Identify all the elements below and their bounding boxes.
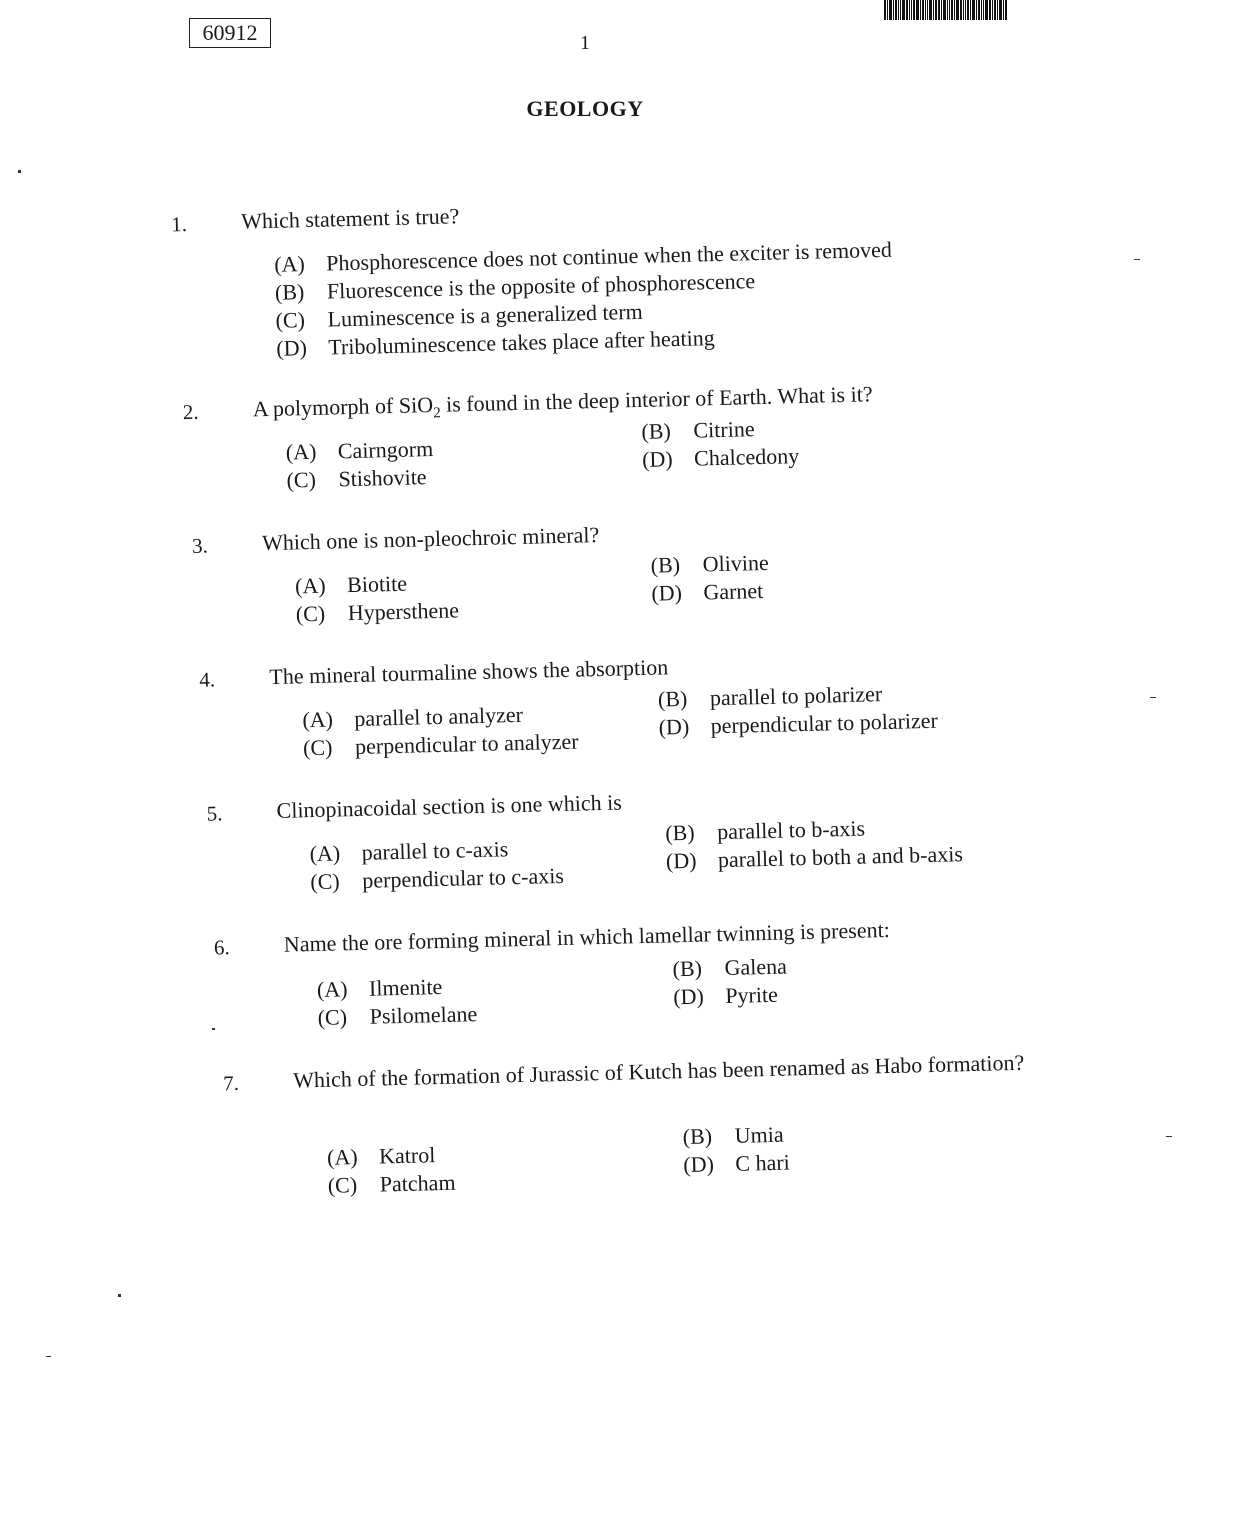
question-number: 7. xyxy=(222,1070,240,1096)
option-letter: (B) xyxy=(682,1123,713,1150)
option-a xyxy=(295,571,407,600)
option-text: C hari xyxy=(735,1149,791,1176)
question-number: 2. xyxy=(182,399,199,425)
option-text: Triboluminescence takes place after heating xyxy=(327,325,715,360)
option-letter: (B) xyxy=(274,279,305,305)
option-b xyxy=(641,416,755,445)
question-text-part: A polymorph of SiO xyxy=(252,391,434,422)
option-text: Biotite xyxy=(346,570,408,598)
question-number: 3. xyxy=(191,533,209,558)
option-b xyxy=(682,1122,783,1150)
question-text: Which statement is true? xyxy=(240,203,460,234)
option-c xyxy=(317,1001,477,1031)
question-number: 5. xyxy=(206,801,223,826)
option-letter: (C) xyxy=(286,466,317,493)
option-letter: (D) xyxy=(672,983,705,1010)
option-text: parallel to c-axis xyxy=(361,836,509,865)
question-text: Which one is non-pleochroic mineral? xyxy=(261,521,600,556)
option-b xyxy=(658,681,883,712)
option-text: Olivine xyxy=(702,549,769,577)
option-d xyxy=(651,578,763,607)
option-letter: (A) xyxy=(294,572,326,599)
question-number: 1. xyxy=(170,211,188,237)
option-letter: (B) xyxy=(650,552,681,578)
option-a xyxy=(317,974,443,1003)
option-letter: (C) xyxy=(302,734,333,761)
option-letter: (D) xyxy=(276,335,308,361)
option-text: Garnet xyxy=(703,577,764,605)
option-c xyxy=(310,863,564,895)
paper-code: 60912 xyxy=(202,20,258,45)
option-text: Luminescence is a generalized term xyxy=(327,298,644,332)
option-a xyxy=(302,702,523,733)
option-a xyxy=(327,1142,436,1171)
option-c xyxy=(327,1170,455,1199)
option-text: Ilmenite xyxy=(368,973,443,1001)
option-text: parallel to analyzer xyxy=(354,701,524,732)
option-letter: (D) xyxy=(641,446,673,472)
option-text: Hypersthene xyxy=(347,597,460,626)
question-number: 6. xyxy=(213,935,230,960)
option-letter: (D) xyxy=(665,847,697,874)
option-text: parallel to both a and b-axis xyxy=(717,841,964,873)
option-a xyxy=(286,436,434,466)
option-text: perpendicular to polarizer xyxy=(710,707,939,739)
option-text: Pyrite xyxy=(724,981,779,1009)
option-d xyxy=(683,1150,790,1179)
option-d xyxy=(642,443,800,473)
option-letter: (B) xyxy=(672,955,703,982)
option-c xyxy=(296,597,460,627)
option-text: parallel to polarizer xyxy=(709,681,883,711)
option-letter: (A) xyxy=(302,706,334,733)
option-a xyxy=(309,836,508,867)
option-text: Citrine xyxy=(693,416,755,443)
subject-title: GEOLOGY xyxy=(526,96,644,121)
question-number: 4. xyxy=(199,667,216,692)
option-letter: (A) xyxy=(273,251,306,277)
question-text: Which of the formation of Jurassic of Kutch has been renamed as Habo formation? xyxy=(292,1049,1025,1093)
subscript: 2 xyxy=(433,405,441,422)
option-letter: (A) xyxy=(326,1144,358,1170)
option-letter: (D) xyxy=(683,1151,715,1178)
option-letter: (B) xyxy=(657,685,688,712)
option-letter: (C) xyxy=(327,1172,358,1198)
option-letter: (D) xyxy=(658,713,690,740)
option-letter: (B) xyxy=(664,819,695,846)
option-b xyxy=(650,550,769,579)
option-text: parallel to b-axis xyxy=(716,815,866,845)
option-d xyxy=(666,841,964,874)
option-letter: (A) xyxy=(309,840,341,867)
option-b xyxy=(665,816,865,847)
option-b xyxy=(672,954,787,983)
option-text: Phosphorescence does not continue when the exciter is removed xyxy=(325,236,893,276)
question-text: Clinopinacoidal section is one which is xyxy=(276,789,623,823)
option-d xyxy=(673,982,778,1011)
option-letter: (C) xyxy=(275,307,306,333)
option-c xyxy=(286,464,427,493)
option-text: Cairngorm xyxy=(337,436,434,464)
option-letter: (D) xyxy=(651,579,683,606)
option-c xyxy=(303,729,579,762)
option-letter: (A) xyxy=(316,976,348,1002)
option-text: Psilomelane xyxy=(369,1001,478,1029)
option-text: Fluorescence is the opposite of phosphorescence xyxy=(326,268,756,304)
page-number: 1 xyxy=(580,32,590,54)
option-text: Umia xyxy=(734,1121,784,1148)
option-text: Patcham xyxy=(379,1169,456,1197)
option-letter: (C) xyxy=(295,600,326,627)
option-d xyxy=(658,708,938,741)
question-text-part: is found in the deep interior of Earth. What is it? xyxy=(440,381,873,417)
option-text: Chalcedony xyxy=(693,443,800,471)
option-text: perpendicular to c-axis xyxy=(362,862,565,893)
option-text: Katrol xyxy=(378,1142,436,1169)
question-text: The mineral tourmaline shows the absorption xyxy=(269,654,669,690)
option-letter: (B) xyxy=(641,418,672,444)
option-letter: (C) xyxy=(310,868,340,895)
question-text: Name the ore forming mineral in which lamellar twinning is present: xyxy=(283,916,891,957)
question-text xyxy=(252,374,993,434)
option-letter: (A) xyxy=(285,438,317,465)
option-text: Galena xyxy=(724,953,788,981)
option-letter: (C) xyxy=(317,1004,348,1030)
option-text: perpendicular to analyzer xyxy=(354,728,579,759)
option-text: Stishovite xyxy=(338,464,427,492)
